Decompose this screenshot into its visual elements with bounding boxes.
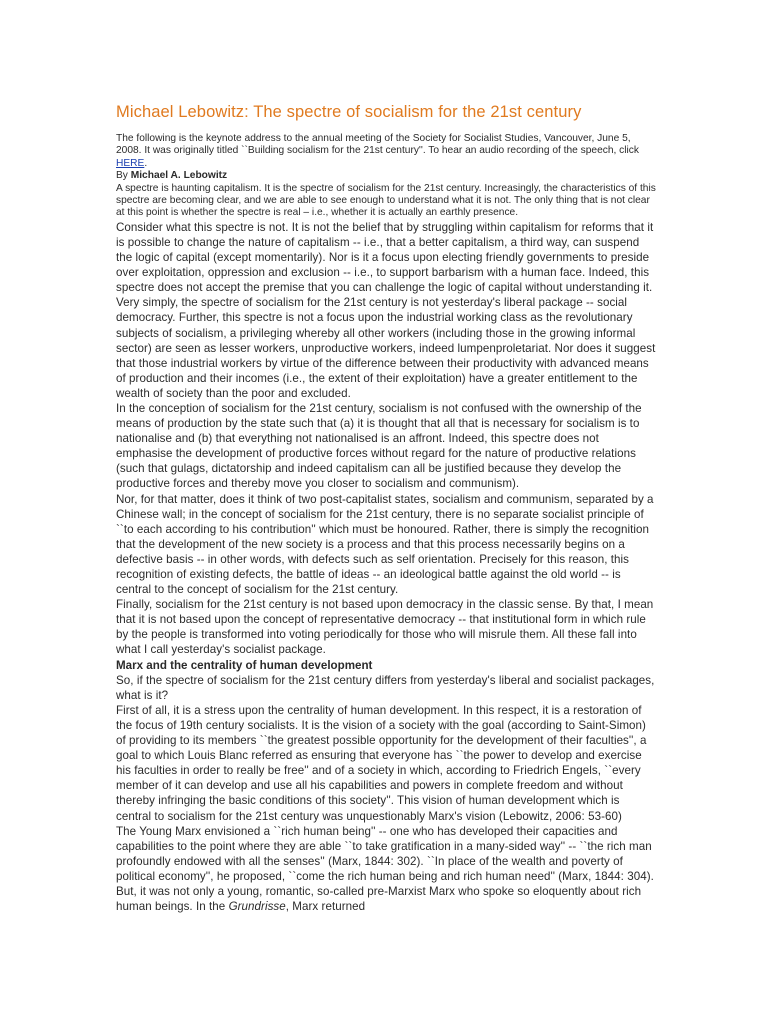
paragraph-7-end: , Marx returned [285,900,366,914]
paragraph-4: Finally, socialism for the 21st century is not based upon democracy in the classic sense. By that, I mean that it is not based upon the concept of representative democracy -- that institutional form in which rule by the people is transformed into voting periodically for those who will misrule them. All these fall into what I call yesterday's socialist package. [116,598,654,657]
byline-prefix: By [116,170,131,182]
article-title: Michael Lebowitz: The spectre of socialism for the 21st century [116,103,582,121]
paragraph-3: Nor, for that matter, does it think of two post-capitalist states, socialism and communism, separated by a Chinese wall; in the concept of socialism for the 21st century, there is no separate socialist principle of ``to each according to his contribution'' which must be honoured. Rather, there is simply the recognition that the development of the new society is a process and that this process necessarily begins on a defective basis -- in other words, with defects such as self orientation. Precisely for this reason, this recognition of existing defects, the battle of ideas -- an ideological battle against the old world -- is central to the concept of socialism for the 21st century. [116,492,654,597]
grundrisse-title: Grundrisse [228,900,286,914]
intro-end: . [144,157,148,169]
paragraph-7 [116,824,656,915]
paragraph-2: In the conception of socialism for the 21st century, socialism is not confused with the ownership of the means of production by the state such that (a) it is thought that all that is necessary for socialism is to nationalise and (b) that everything not nationalised is an affront. Indeed, this spectre does not emphasise the development of productive forces without regard for the nature of productive relations (such that gulags, dictatorship and indeed capitalism can all be justified because they develop the productive forces and thereby move you closer to socialism and communism). [116,401,642,491]
lead-paragraph: A spectre is haunting capitalism. It is the spectre of socialism for the 21st century. Increasingly, the characteristics of this spectre are becoming clear, and we are able to see enough to understand what it is not. The only thing that is not clear at this point is whether the spectre is real – i.e., whether it is actually an earthly presence. [116,182,656,219]
audio-recording-link[interactable]: HERE [116,157,145,169]
paragraph-6: First of all, it is a stress upon the centrality of human development. In this respect, it is a restoration of the focus of 19th century socialists. It is the vision of a society with the goal (according to Saint-Simon) of providing to its members ``the greatest possible opportunity for the development of their faculties'', a goal to which Louis Blanc referred as ensuring that everyone has ``the power to develop and exercise his faculties in order to really be free'' and of a society in which, according to Friedrich Engels, ``every member of it can develop and use all his capabilities and powers in complete freedom and without thereby infringing the basic conditions of this society''. This vision of human development which is central to socialism for the 21st century was unquestionably Marx's vision (Lebowitz, 2006: 53-60) [116,703,647,823]
article-intro [116,133,656,170]
paragraph-1: Consider what this spectre is not. It is not the belief that by struggling within capitalism for reforms that it is possible to change the nature of capitalism -- i.e., that a better capitalism, a third way, can suspend the logic of capital (except momentarily). Nor is it a focus upon electing friendly governments to preside over exploitation, oppression and exclusion -- i.e., to support barbarism with a human face. Indeed, this spectre does not accept the premise that you can challenge the logic of capital without understanding it. Very simply, the spectre of socialism for the 21st century is not yesterday's liberal package -- social democracy. Further, this spectre is not a focus upon the industrial working class as the revolutionary subjects of socialism, a privileging whereby all other workers (including those in the growing informal sector) are seen as lesser workers, unproductive workers, indeed lumpenproletariat. Nor does it suggest that those industrial workers by virtue of the difference between their productivity with advanced means of production and their incomes (i.e., the extent of their exploitation) have a greater entitlement to the wealth of society than the poor and excluded. [116,220,656,400]
paragraph-5: So, if the spectre of socialism for the 21st century differs from yesterday's liberal and socialist packages, what is it? [116,673,655,702]
section-heading: Marx and the centrality of human development [116,658,373,672]
article [116,101,656,914]
author-name: Michael A. Lebowitz [130,170,228,182]
byline [116,170,656,182]
paragraph-7-start: The Young Marx envisioned a ``rich human being'' -- one who has developed their capacities and capabilities to the point where they are able ``to take gratification in a many-sided way'' -- ``the rich man profoundly endowed with all the senses'' (Marx, 1844: 302). ``In place of the wealth and poverty of political economy'', he proposed, ``come the rich human being and rich human need'' (Marx, 1844: 304). But, it was not only a young, romantic, so-called pre-Marxist Marx who spoke so eloquently about rich human beings. In the [116,824,654,914]
intro-text: The following is the keynote address to the annual meeting of the Society for Socialist Studies, Vancouver, June 5, 2008. It was originally titled ``Building socialism for the 21st century''. To hear an audio recording of the speech, click [116,133,639,157]
